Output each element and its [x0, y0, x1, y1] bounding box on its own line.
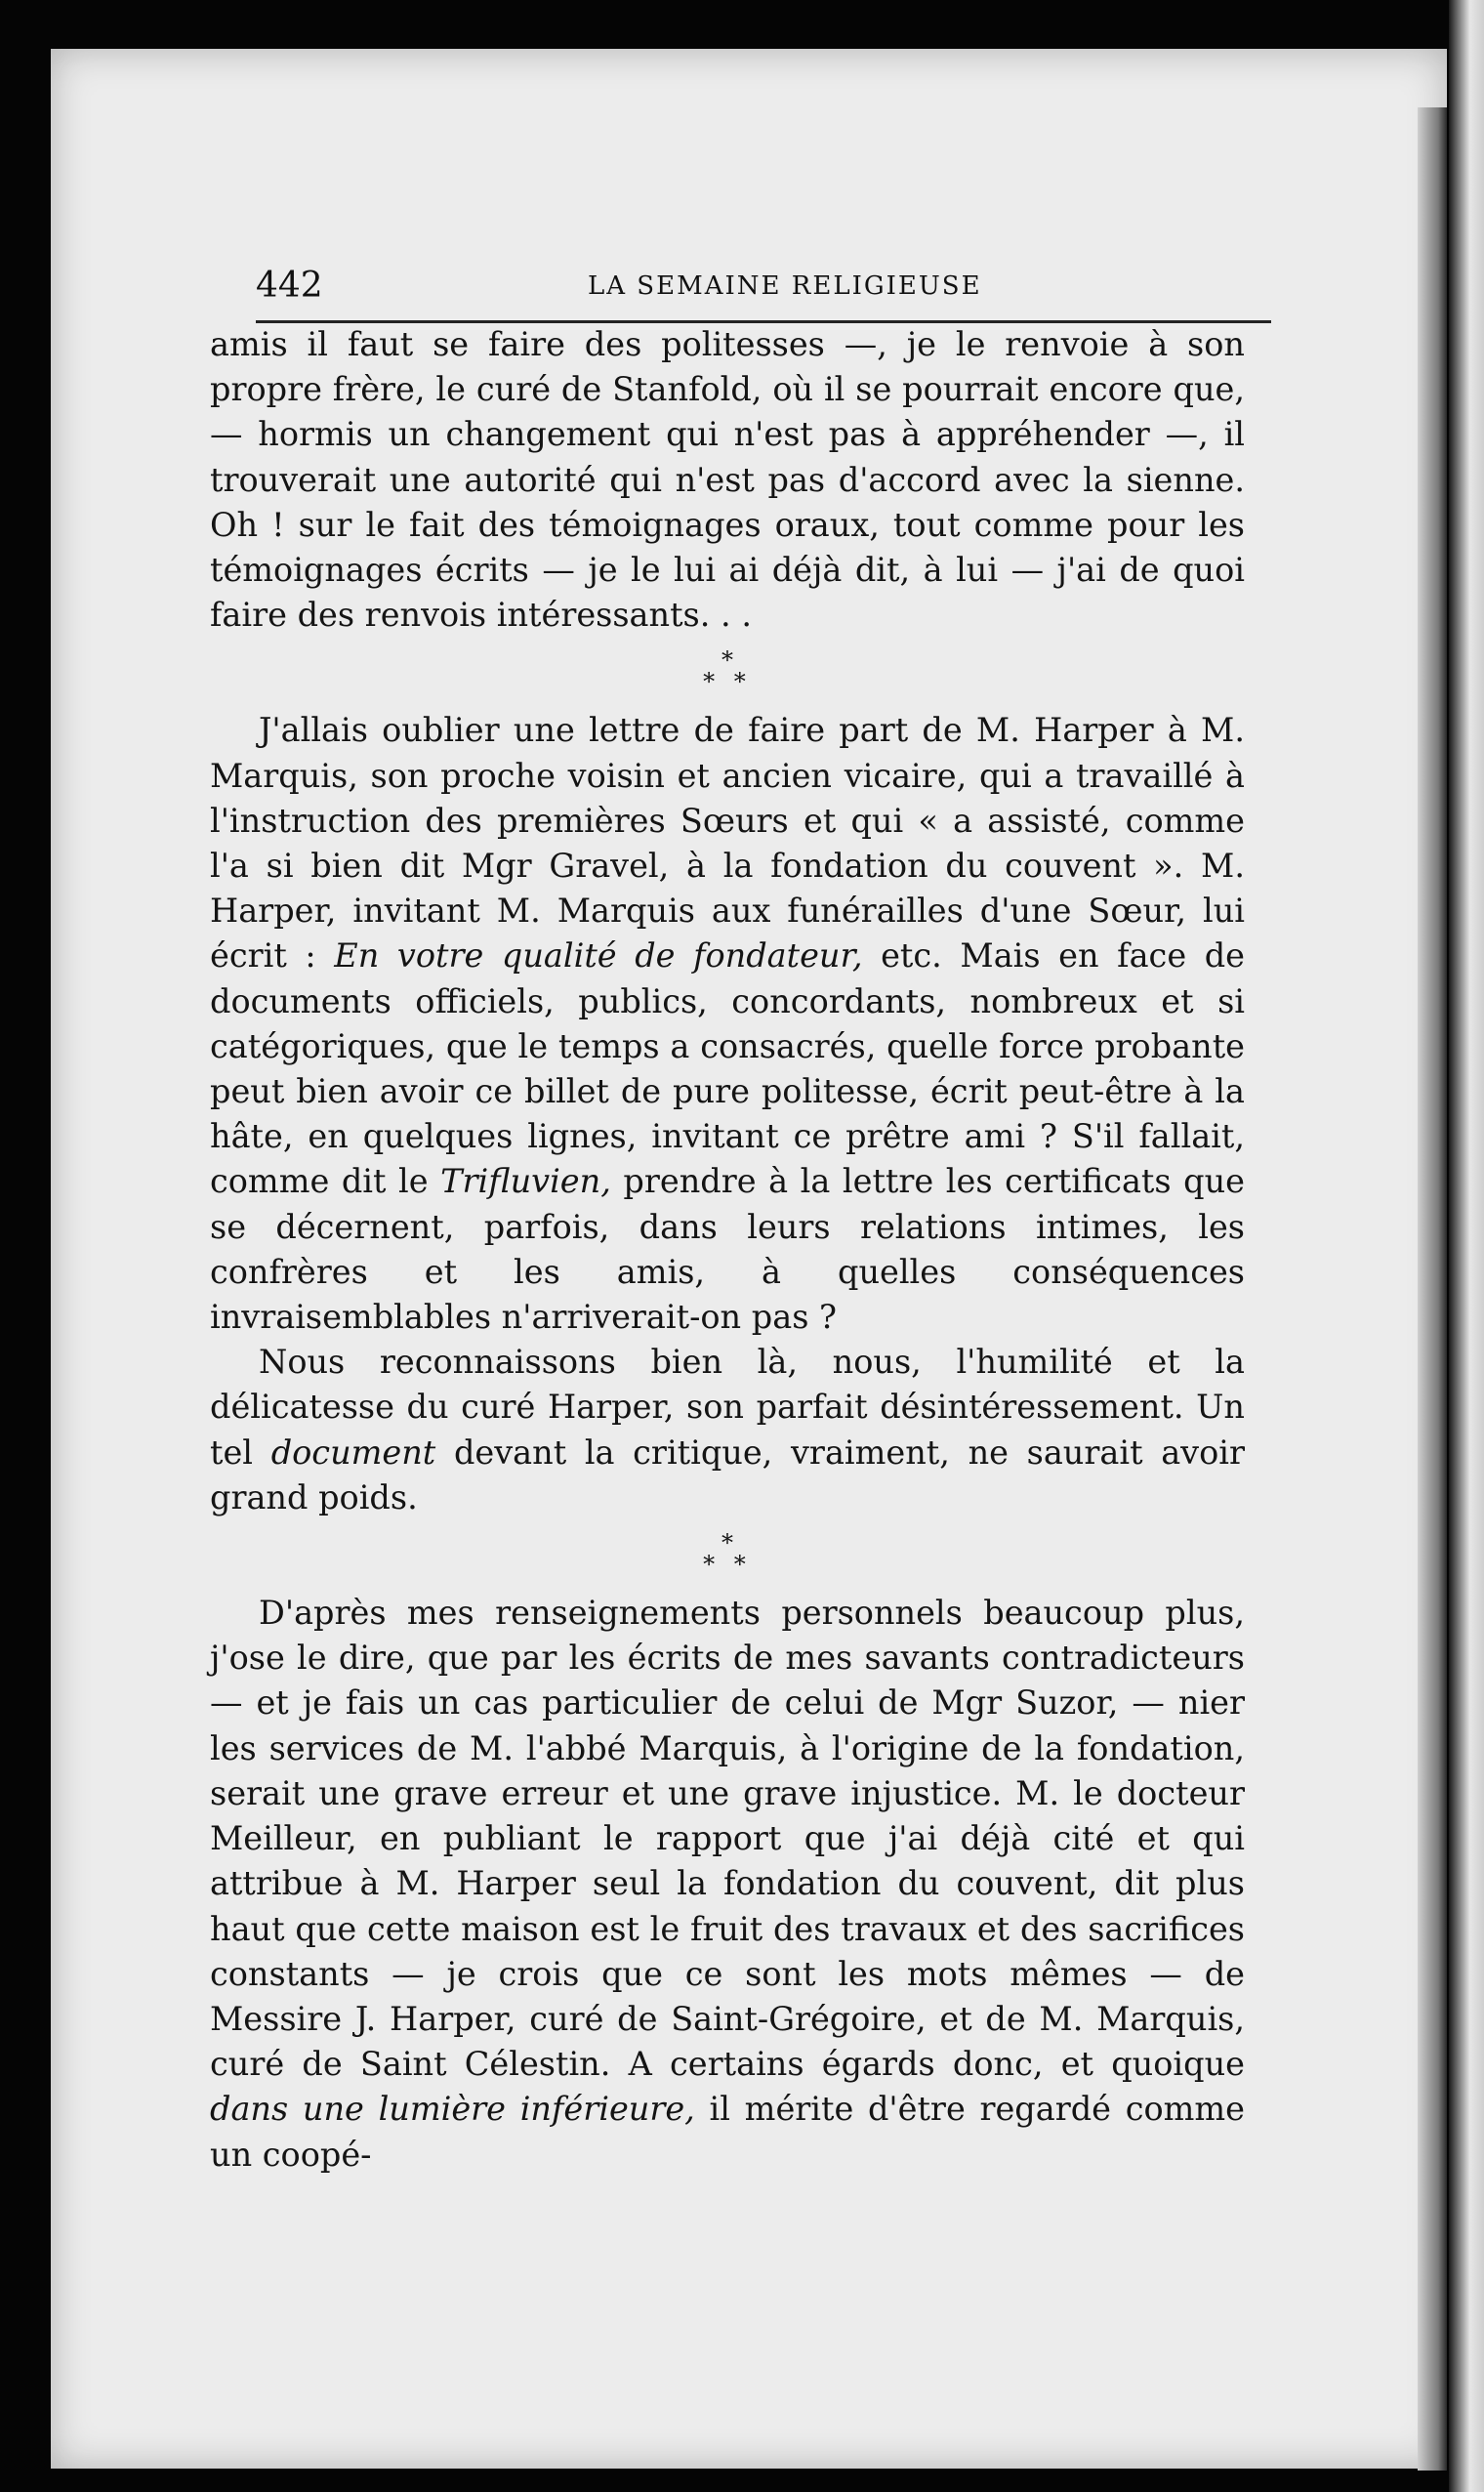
italic-document: document [270, 1433, 436, 1472]
paragraph-3-end: devant la critique, vraiment, ne saurait avoir grand poids. [210, 1433, 1245, 1516]
paragraph-2-continued: etc. Mais en face de documents officiels, publics, concordants, nombreux et si catégoriques, que le temps a consacrés, quelle force probante peut bien avoir ce billet de pure politesse, écrit peut-être à la hâte, en quelques lignes, invitant ce prêtre ami ? S'il fallait, comme dit le [210, 936, 1246, 1201]
page-header [256, 262, 1271, 320]
separator-star-top: * [721, 646, 733, 675]
adjacent-page-strip [1449, 0, 1484, 2492]
paragraph-2-end: prendre à la lettre les certificats que se décernent, parfois, dans leurs relations intimes, les confrères et les amis, à quelles conséquences invraisemblables n'arriverait-on pas ? [210, 1162, 1245, 1337]
page-number: 442 [256, 266, 323, 306]
running-title: LA SEMAINE RELIGIEUSE [588, 271, 982, 301]
separator-star-top: * [721, 1529, 733, 1558]
italic-lumiere: dans une lumière inférieure, [210, 2090, 695, 2129]
section-separator-1 [210, 638, 1245, 708]
separator-star-bottom: * * [703, 668, 752, 696]
italic-trifluvien: Trifluvien, [440, 1162, 611, 1201]
paragraph-1: amis il faut se faire des politesses —, je le renvoie à son propre frère, le curé de Stanfold, où il se pourrait encore que, — hormis un changement qui n'est pas à appréhender —, il trouverait une autorité qui n'est pas d'accord avec la sienne. Oh ! sur le fait des témoignages oraux, tout comme pour les témoignages écrits — je le lui ai déjà dit, à lui — j'ai de quoi faire des renvois intéressants. . . [210, 325, 1245, 635]
body-text [210, 322, 1245, 2178]
paragraph-4 [210, 1591, 1245, 2178]
page-edge [1418, 107, 1447, 2471]
italic-fondateur: En votre qualité de fondateur, [334, 936, 863, 976]
paragraph-4-text: D'après mes renseignements personnels beaucoup plus, j'ose le dire, que par les écrits de mes savants contradicteurs — et je fais un cas particulier de celui de Mgr Suzor, — nier les services de M. l'abbé Marquis, à l'origine de la fondation, serait une grave erreur et une grave injustice. M. le docteur Meilleur, en publiant le rapport que j'ai déjà cité et qui attribue à M. Harper seul la fondation du couvent, dit plus haut que cette maison est le fruit des travaux et des sacrifices constants — je crois que ce sont les mots mêmes — de Messire J. Harper, curé de Saint-Grégoire, et de M. Marquis, curé de Saint Célestin. A certains égards donc, et quoique [210, 1594, 1245, 2084]
paragraph-4-end: il mérite d'être regardé comme un coopé- [210, 2090, 1245, 2174]
paragraph-2-text: J'allais oublier une lettre de faire part de M. Harper à M. Marquis, son proche voisin et ancien vicaire, qui a travaillé à l'instruction des premières Sœurs et qui « a assisté, comme l'a si bien dit Mgr Gravel, à la fondation du couvent ». M. Harper, invitant M. Marquis aux funérailles d'une Sœur, lui écrit : [210, 711, 1245, 976]
section-separator-2 [210, 1520, 1245, 1591]
separator-star-bottom: * * [703, 1551, 752, 1579]
paragraph-3 [210, 1340, 1245, 1520]
paragraph-2 [210, 708, 1245, 1340]
paragraph-3-text: Nous reconnaissons bien là, nous, l'humilité et la délicatesse du curé Harper, son parfait désintéressement. Un tel [210, 1343, 1245, 1472]
